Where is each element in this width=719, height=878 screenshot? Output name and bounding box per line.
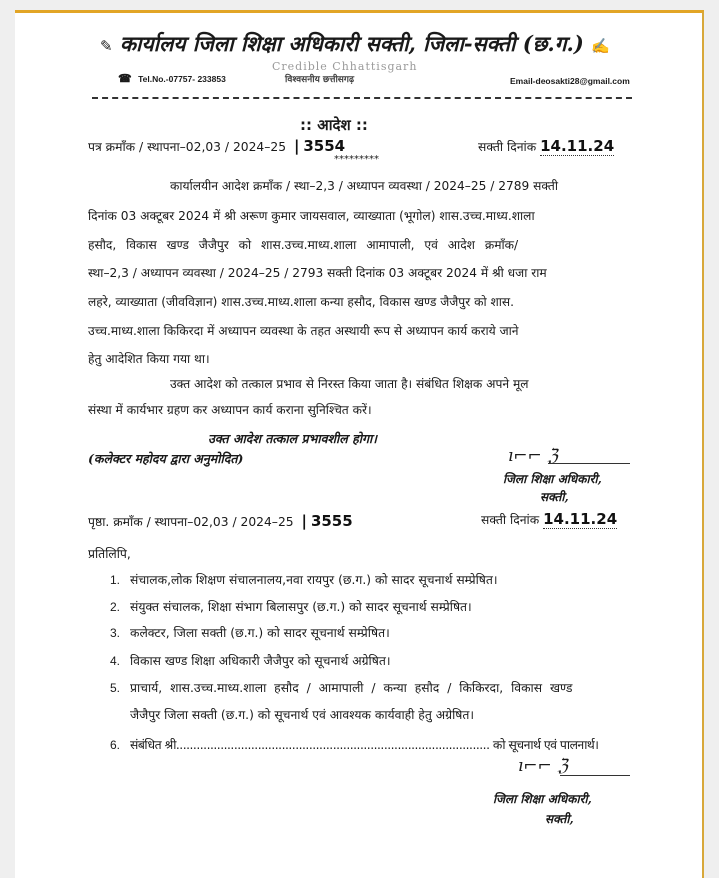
separator-stars: ********* — [334, 154, 379, 165]
endorsement-number: पृष्ठा. क्रमाँक / स्थापना–02,03 / 2024–25 | 3555 — [88, 512, 353, 530]
telephone-number — [118, 72, 226, 85]
copy-list-item: 2. संयुक्त संचालक, शिक्षा संभाग बिलासपुर (छ.ग.) को सादर सूचनार्थ सम्प्रेषित। — [110, 600, 472, 614]
signatory-place: सक्ती, — [545, 812, 574, 826]
telephone-icon: ☎ — [118, 73, 132, 85]
header-divider — [92, 97, 632, 99]
paragraph-1-line: लहरे, व्याख्याता (जीवविज्ञान) शास.उच्च.माध्य.शाला कन्या हसौद, विकास खण्ड जैजैपुर को शास. — [88, 295, 515, 309]
letter-number-prefix: पत्र क्रमाँक / स्थापना–02,03 / 2024–25 — [88, 140, 287, 154]
date-handwritten: 14.11.24 — [543, 510, 618, 528]
signature-mark: ı⌐⌐ ℨ — [508, 446, 558, 466]
effective-note: उक्त आदेश तत्काल प्रभावशील होगा। — [208, 431, 377, 446]
paragraph-1-line: दिनांक 03 अक्टूबर 2024 में श्री अरूण कुमार जायसवाल, व्याख्याता (भूगोल) शास.उच्च.माध्य.शाला — [88, 209, 535, 223]
order-date — [478, 137, 614, 155]
letter-number-handwritten: 3554 — [303, 137, 346, 155]
copy-list-item: 1. संचालक,लोक शिक्षण संचालनालय,नवा रायपुर (छ.ग.) को सादर सूचनार्थ सम्प्रेषित। — [110, 573, 498, 587]
writing-hand-icon: ✍ — [591, 37, 610, 55]
approval-note: (कलेक्टर महोदय द्वारा अनुमोदित) — [88, 451, 244, 466]
office-title — [100, 30, 610, 58]
copy-to-label: प्रतिलिपि, — [88, 547, 131, 561]
signature-line — [560, 775, 630, 776]
telephone-text: Tel.No.-07757- 233853 — [138, 74, 226, 84]
paragraph-2-line: संस्था में कार्यभार ग्रहण कर अध्यापन कार्य कराना सुनिश्चित करें। — [88, 403, 372, 417]
order-heading: :: आदेश :: — [300, 116, 368, 134]
watermark-english: Credible Chhattisgarh — [272, 60, 418, 73]
paragraph-1-line: स्था–2,3 / अध्यापन व्यवस्था / 2024–25 / 2793 सक्ती दिनांक 03 अक्टूबर 2024 में श्री धजा राम — [88, 266, 547, 280]
paragraph-1-line: उच्च.माध्य.शाला किकिरदा में अध्यापन व्यवस्था के तहत अस्थायी रूप से अध्यापन कार्य कराये जाने — [88, 324, 519, 338]
signatory-place: सक्ती, — [540, 490, 569, 504]
endorsement-date — [481, 510, 617, 528]
watermark-hindi: विश्वसनीय छत्तीसगढ़ — [285, 75, 355, 85]
paragraph-1-line: कार्यालयीन आदेश क्रमाँक / स्था–2,3 / अध्यापन व्यवस्था / 2024–25 / 2789 सक्ती — [170, 179, 558, 193]
date-handwritten: 14.11.24 — [540, 137, 615, 155]
office-title-text: कार्यालय जिला शिक्षा अधिकारी सक्ती, जिला-सक्ती (छ.ग.) — [119, 31, 584, 56]
email-address: Email-deosakti28@gmail.com — [510, 76, 630, 86]
copy-list-item: 4. विकास खण्ड शिक्षा अधिकारी जैजैपुर को सूचनार्थ अग्रेषित। — [110, 654, 391, 668]
copy-list-item: 3. कलेक्टर, जिला सक्ती (छ.ग.) को सादर सूचनार्थ सम्प्रेषित। — [110, 626, 390, 640]
signatory-title: जिला शिक्षा अधिकारी, — [493, 792, 592, 806]
copy-list-item-continuation: जैजैपुर जिला सक्ती (छ.ग.) को सूचनार्थ एवं आवश्यक कार्यवाही हेतु अग्रेषित। — [130, 708, 475, 722]
paragraph-1-line: हसौद, विकास खण्ड जैजैपुर को शास.उच्च.माध्य.शाला आमापाली, एवं आदेश क्रमाँक/ — [88, 238, 519, 252]
signature-line — [548, 463, 630, 464]
paragraph-2-line: उक्त आदेश को तत्काल प्रभाव से निरस्त किया जाता है। संबंधित शिक्षक अपने मूल — [170, 377, 529, 391]
endorsement-number-handwritten: 3555 — [310, 512, 353, 530]
signature-mark: ı⌐⌐ ℨ — [518, 756, 568, 776]
pen-icon: ✎ — [100, 37, 113, 55]
paragraph-1-line: हेतु आदेशित किया गया था। — [88, 352, 210, 366]
signatory-title: जिला शिक्षा अधिकारी, — [503, 472, 602, 486]
date-label: सक्ती दिनांक — [481, 513, 540, 527]
letter-number: पत्र क्रमाँक / स्थापना–02,03 / 2024–25 | 3554 — [88, 137, 346, 155]
date-label: सक्ती दिनांक — [478, 140, 537, 154]
copy-list-item: 5. प्राचार्य, शास.उच्च.माध्य.शाला हसौद / आमापाली / कन्या हसौद / किकिरदा, विकास खण्ड — [110, 681, 573, 695]
endorsement-number-prefix: पृष्ठा. क्रमाँक / स्थापना–02,03 / 2024–25 — [88, 515, 294, 529]
copy-list-item: 6. संबंधित श्री............................................................................................ को सूचनार्थ एवं पालनार्थ। — [110, 738, 599, 752]
